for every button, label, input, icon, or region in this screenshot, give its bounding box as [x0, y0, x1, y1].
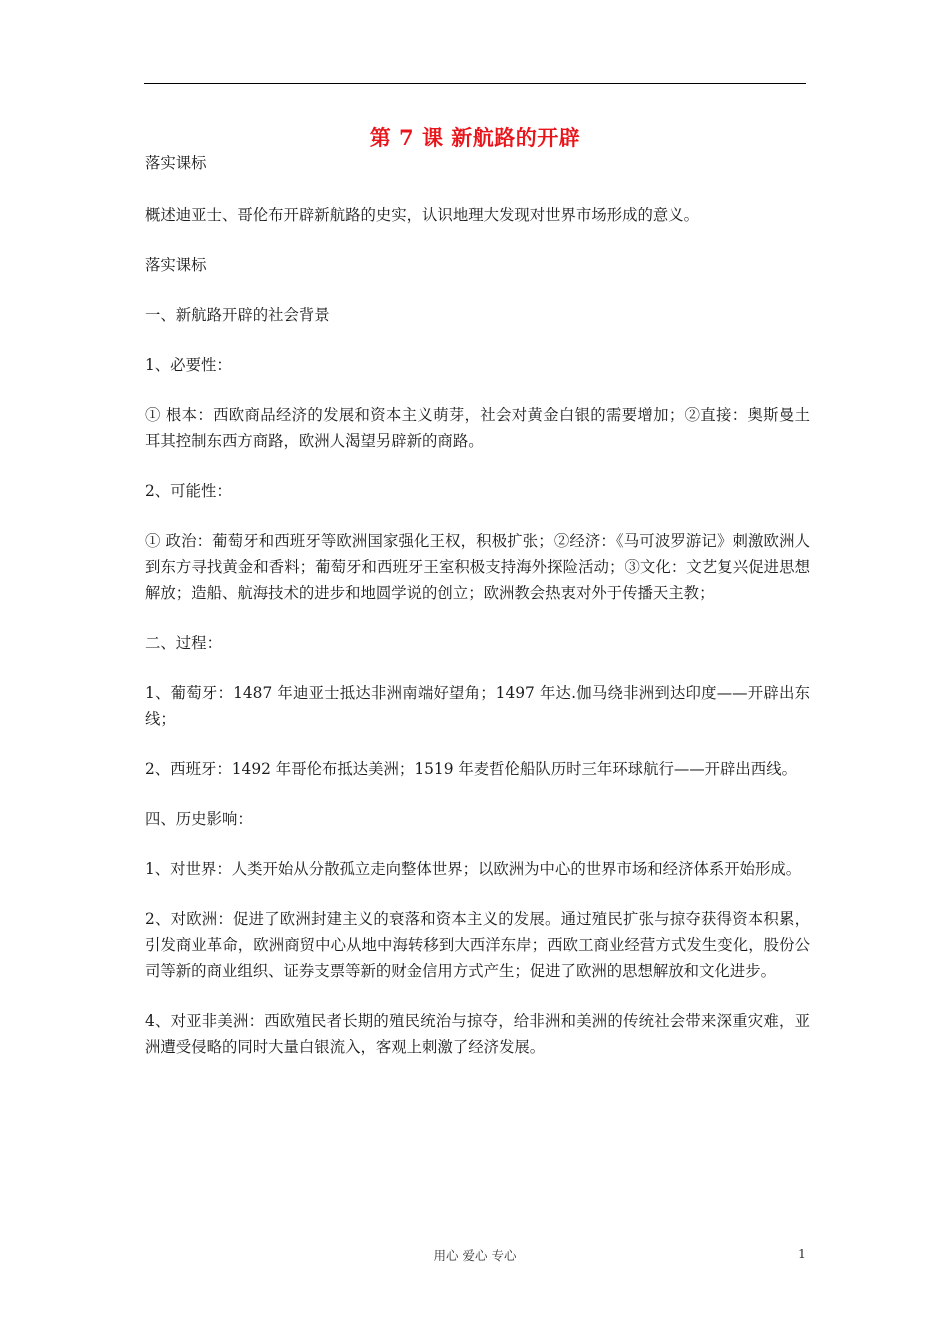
paragraph-impact-asia-africa-america: 4、对亚非美洲：西欧殖民者长期的殖民统治与掠夺，给非洲和美洲的传统社会带来深重灾难，亚洲遭受侵略的同时大量白银流入，客观上刺激了经济发展。 [145, 1012, 810, 1056]
footer-motto: 用心 爱心 专心 [433, 1248, 517, 1263]
header-rule [144, 83, 806, 84]
paragraph-standard: 概述迪亚士、哥伦布开辟新航路的史实，认识地理大发现对世界市场形成的意义。 [145, 206, 700, 224]
paragraph-section-heading: 落实课标 [145, 256, 207, 274]
page-number: 1 [798, 1246, 806, 1261]
paragraph-impact-europe: 2、对欧洲：促进了欧洲封建主义的衰落和资本主义的发展。通过殖民扩张与掠夺获得资本积累，引发商业革命，欧洲商贸中心从地中海转移到大西洋东岸；西欧工商业经营方式发生变化，股份公司等新的商业组织、证券支票等新的财金信用方式产生；促进了欧洲的思想解放和文化进步。 [145, 910, 810, 980]
paragraph-possibility: ① 政治：葡萄牙和西班牙等欧洲国家强化王权，积极扩张；②经济：《马可波罗游记》刺激欧洲人到东方寻找黄金和香料；葡萄牙和西班牙王室积极支持海外探险活动；③文化：文艺复兴促进思想解放；造船、航海技术的进步和地圆学说的创立；欧洲教会热衷对外于传播天主教； [145, 532, 810, 602]
paragraph-process-heading: 二、过程： [145, 634, 222, 652]
paragraph-impact-world: 1、对世界：人类开始从分散孤立走向整体世界；以欧洲为中心的世界市场和经济体系开始形成。 [145, 860, 802, 878]
paragraph-necessity: ① 根本：西欧商品经济的发展和资本主义萌芽，社会对黄金白银的需要增加；②直接：奥斯曼土耳其控制东西方商路，欧洲人渴望另辟新的商路。 [145, 406, 810, 450]
paragraph-portugal: 1、葡萄牙：1487 年迪亚士抵达非洲南端好望角；1497 年达.伽马绕非洲到达印度——开辟出东线； [145, 684, 810, 728]
paragraph-necessity-heading: 1、必要性： [145, 356, 232, 374]
document-body [145, 150, 810, 1060]
paragraph-possibility-heading: 2、可能性： [145, 482, 232, 500]
paragraph-spain: 2、西班牙：1492 年哥伦布抵达美洲；1519 年麦哲伦船队历时三年环球航行——开辟出西线。 [145, 760, 797, 778]
paragraph-heading-background: 一、新航路开辟的社会背景 [145, 306, 330, 324]
paragraph-impact-heading: 四、历史影响： [145, 810, 253, 828]
page-title: 第 7 课 新航路的开辟 [369, 125, 581, 150]
paragraph-section-heading: 落实课标 [145, 154, 207, 172]
